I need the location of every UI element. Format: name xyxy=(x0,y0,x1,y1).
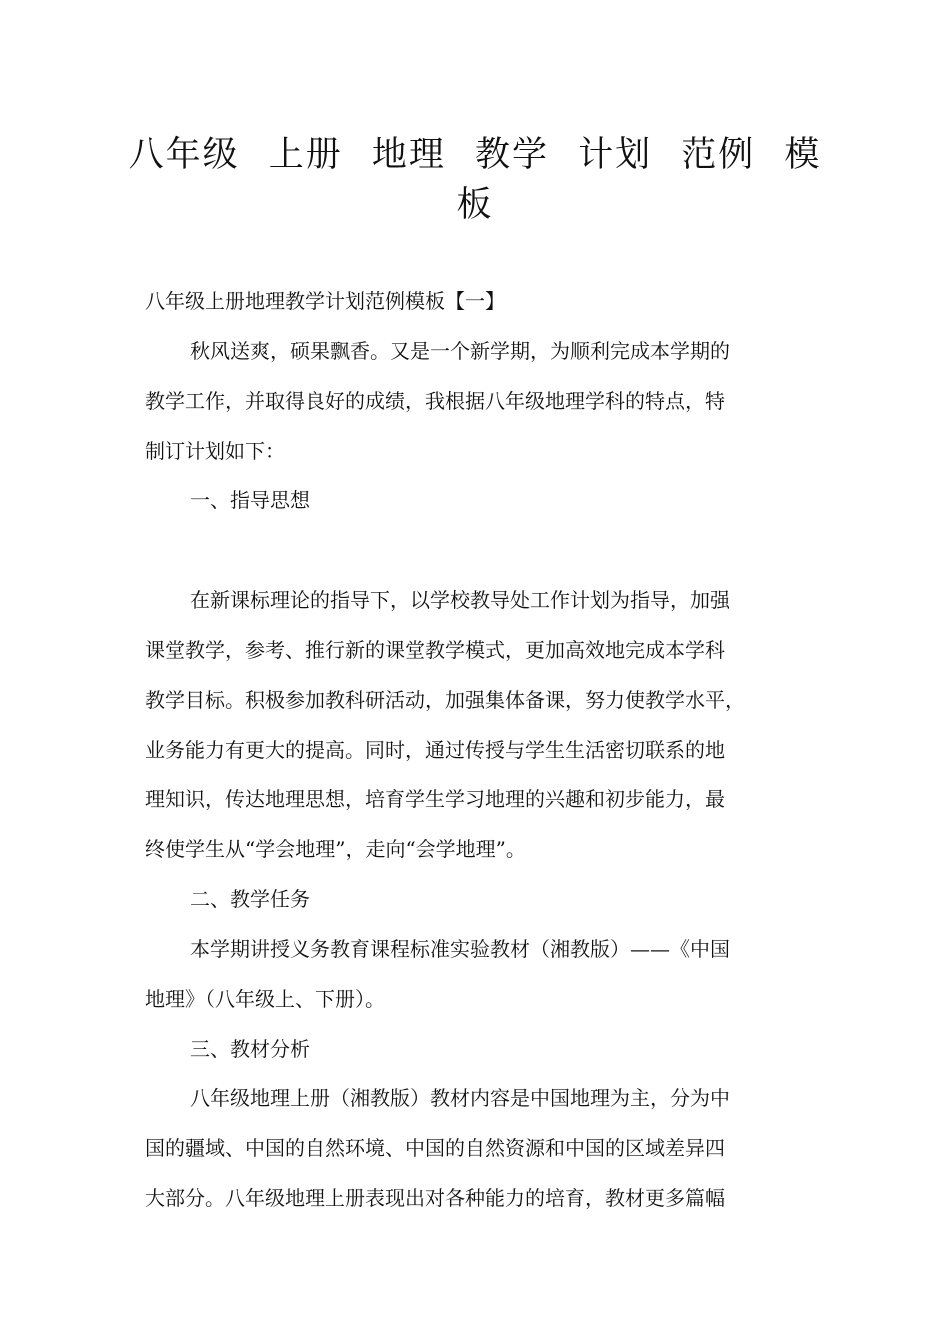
paragraph-line: 在新课标理论的指导下，以学校教导处工作计划为指导，加强 xyxy=(190,588,730,612)
subheading-teaching-tasks: 二、教学任务 xyxy=(190,887,310,911)
paragraph-line: 大部分。八年级地理上册表现出对各种能力的培育，教材更多篇幅 xyxy=(145,1186,725,1210)
paragraph-line: 理知识，传达地理思想，培育学生学习地理的兴趣和初步能力，最 xyxy=(145,787,725,811)
section-heading: 八年级上册地理教学计划范例模板【一】 xyxy=(145,289,505,313)
title-line-1: 八年级 上册 地理 教学 计划 范例 模 xyxy=(128,135,822,175)
paragraph-line: 本学期讲授义务教育课程标准实验教材（湘教版）——《中国 xyxy=(190,937,730,961)
title-line-2: 板 xyxy=(456,185,494,225)
paragraph-line: 课堂教学，参考、推行新的课堂教学模式，更加高效地完成本学科 xyxy=(145,638,725,662)
subheading-textbook-analysis: 三、教材分析 xyxy=(190,1037,310,1061)
paragraph-line: 国的疆域、中国的自然环境、中国的自然资源和中国的区域差异四 xyxy=(145,1136,725,1160)
paragraph-line: 制订计划如下： xyxy=(145,439,285,463)
paragraph-line: 终使学生从“学会地理”，走向“会学地理”。 xyxy=(145,837,526,861)
paragraph-line: 地理》（八年级上、下册）。 xyxy=(145,987,385,1011)
paragraph-line: 教学工作，并取得良好的成绩，我根据八年级地理学科的特点，特 xyxy=(145,389,725,413)
paragraph-line: 八年级地理上册（湘教版）教材内容是中国地理为主，分为中 xyxy=(190,1086,730,1110)
subheading-guiding-ideology: 一、指导思想 xyxy=(190,488,310,512)
paragraph-line: 业务能力有更大的提高。同时，通过传授与学生生活密切联系的地 xyxy=(145,738,725,762)
paragraph-line: 教学目标。积极参加教科研活动，加强集体备课，努力使教学水平， xyxy=(145,688,745,712)
paragraph-line: 秋风送爽，硕果飘香。又是一个新学期，为顺利完成本学期的 xyxy=(190,339,730,363)
